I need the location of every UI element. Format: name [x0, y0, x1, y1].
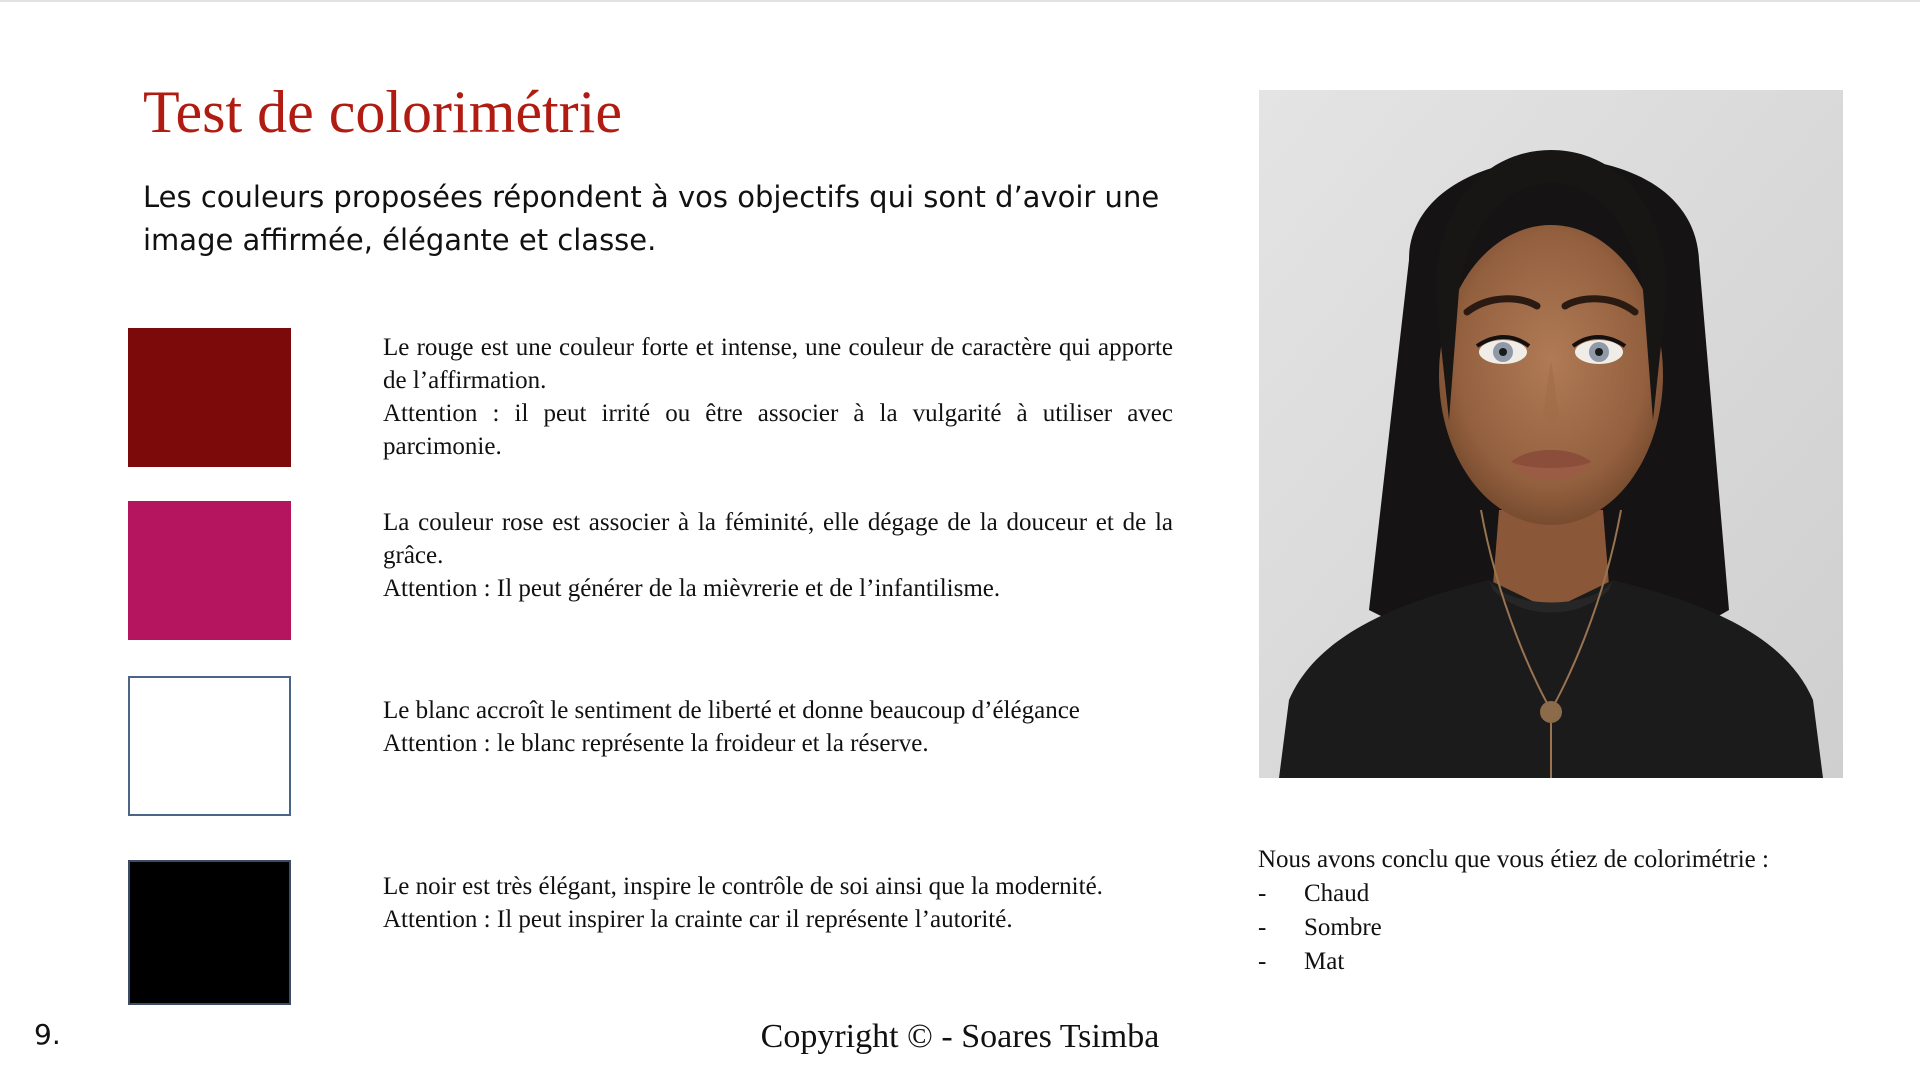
list-item: [1258, 945, 1898, 979]
swatch-pink: [128, 501, 291, 640]
description-black-text: Le noir est très élégant, inspire le contrôle de soi ainsi que la modernité.: [383, 873, 1103, 900]
description-white-text: Le blanc accroît le sentiment de liberté et donne beaucoup d’élégance: [383, 697, 1080, 724]
description-pink: [383, 506, 1173, 605]
slide-subtitle: Les couleurs proposées répondent à vos objectifs qui sont d’avoir une image affirmée, élégante et classe.: [143, 180, 1160, 257]
bullet-dash: -: [1258, 948, 1267, 975]
conclusion-intro: Nous avons conclu que vous étiez de colorimétrie :: [1258, 846, 1769, 873]
conclusion-block: [1258, 843, 1898, 979]
page-number: 9.: [34, 1018, 61, 1051]
description-pink-warning: Attention : Il peut générer de la mièvrerie et de l’infantilisme.: [383, 575, 1001, 602]
slide-title: Test de colorimétrie: [143, 79, 622, 145]
description-black-warning: Attention : Il peut inspirer la crainte car il représente l’autorité.: [383, 906, 1013, 933]
description-pink-text: La couleur rose est associer à la féminité, elle dégage de la douceur et de la grâce.: [383, 509, 1173, 569]
description-white-warning: Attention : le blanc représente la froideur et la réserve.: [383, 730, 929, 757]
list-item: [1258, 911, 1898, 945]
conclusion-item-mat: Mat: [1304, 948, 1345, 975]
conclusion-item-sombre: Sombre: [1304, 914, 1382, 941]
description-red: [383, 331, 1173, 463]
bullet-dash: -: [1258, 914, 1267, 941]
description-red-warning: Attention : il peut irrité ou être associer à la vulgarité à utiliser avec parcimonie.: [383, 400, 1173, 460]
bullet-dash: -: [1258, 880, 1267, 907]
top-divider: [0, 0, 1920, 2]
swatch-white: [128, 676, 291, 816]
swatch-black: [128, 860, 291, 1005]
list-item: [1258, 877, 1898, 911]
description-black: [383, 870, 1213, 936]
description-white: [383, 694, 1183, 760]
conclusion-item-chaud: Chaud: [1304, 880, 1370, 907]
conclusion-list: [1258, 877, 1898, 979]
swatch-red: [128, 328, 291, 467]
description-red-text: Le rouge est une couleur forte et intense, une couleur de caractère qui apporte de l’affirmation.: [383, 334, 1173, 394]
copyright-footer: Copyright © - Soares Tsimba: [760, 1018, 1160, 1055]
portrait-photo: [1259, 90, 1843, 778]
